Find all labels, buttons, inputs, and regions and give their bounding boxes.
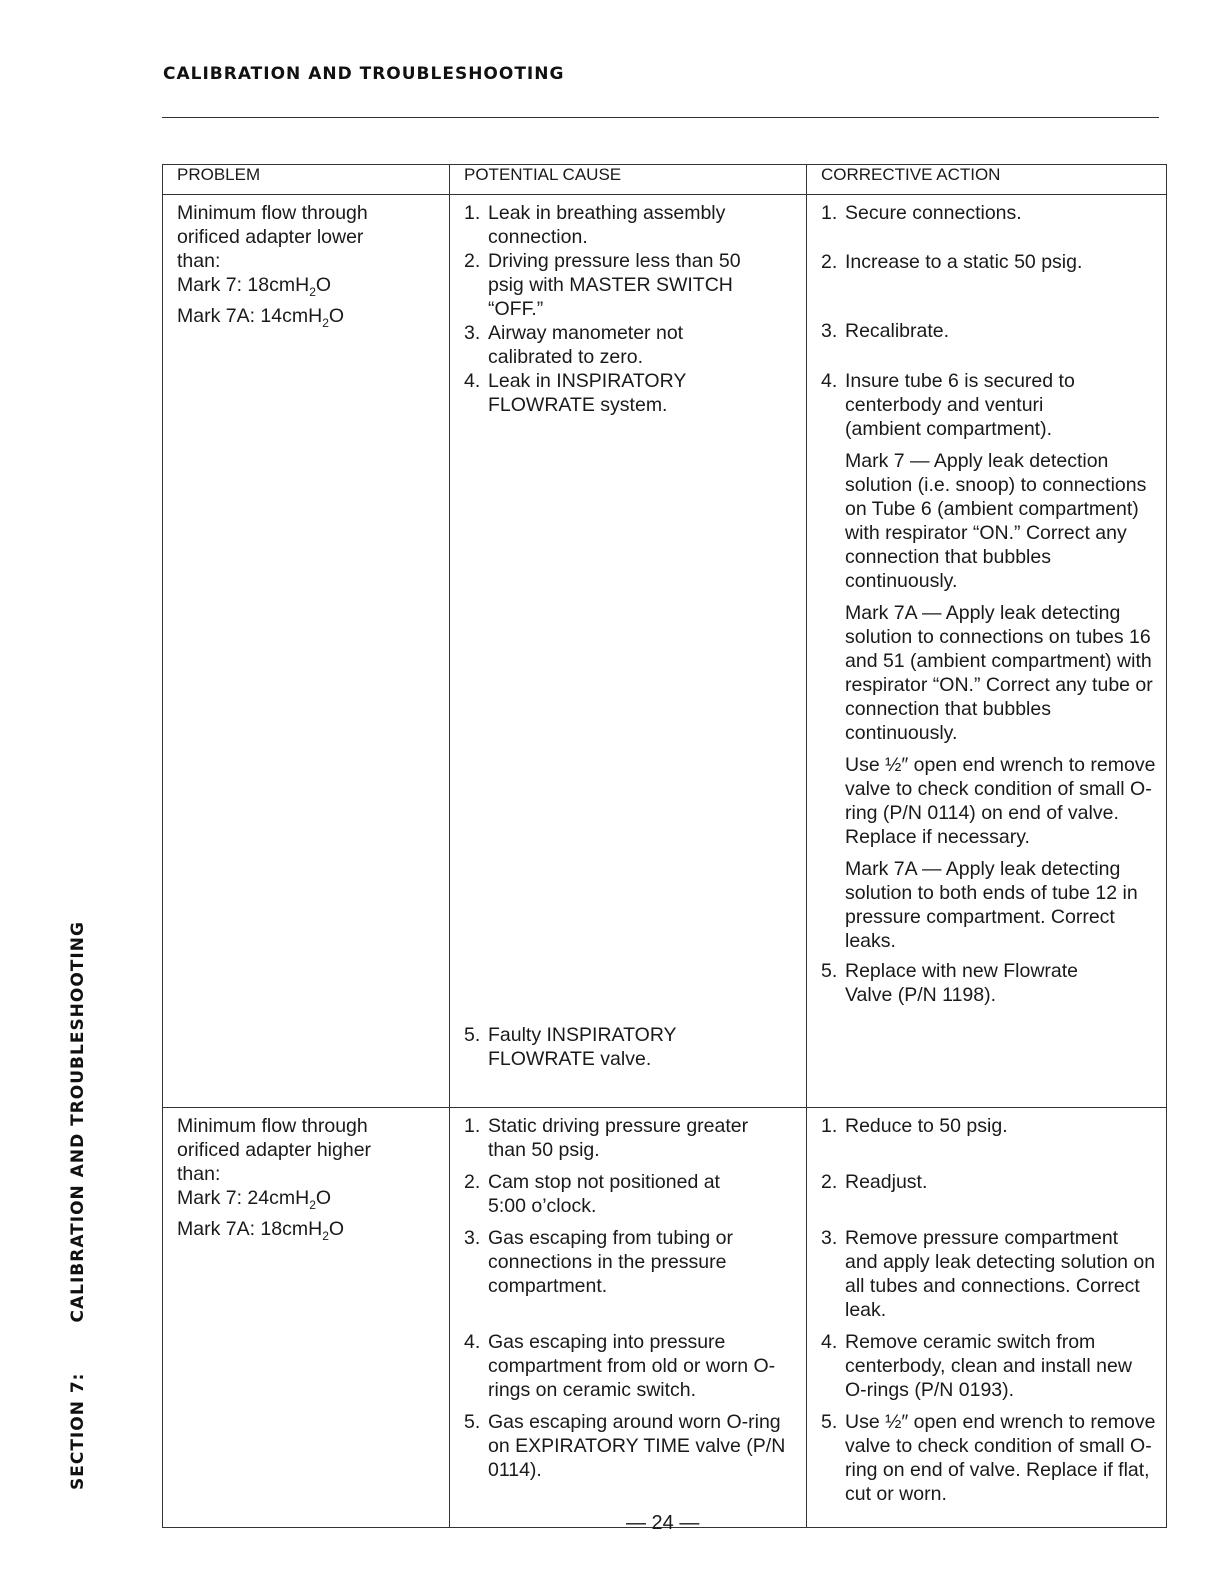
list-item: 4. Remove ceramic switch from centerbody, clean and install new O-rings (P/N 0193). — [821, 1331, 1132, 1401]
page-number: — 24 — — [626, 1512, 700, 1534]
leak-note-mark7a: Mark 7A — Apply leak detecting solution to connections on tubes 16 and 51 (ambient compartment) with respirator “ON.” Correct any tube or connection that bubbles continuously. — [845, 602, 1153, 744]
side-tab-section: SECTION 7: — [68, 1372, 88, 1490]
header-rule — [162, 117, 1159, 118]
cause-cell — [450, 1108, 807, 1528]
list-item: 5. Gas escaping around worn O-ring on EXPIRATORY TIME valve (P/N 0114). — [464, 1411, 786, 1481]
problem-mark7a: Mark 7A: 14cmH$_2$O — [177, 304, 345, 330]
problem-mark7: Mark 7: 24cmH$_2$O — [177, 1187, 332, 1212]
side-tab — [68, 921, 88, 1490]
problem-line: orificed adapter lower — [177, 226, 364, 248]
list-item: 3. Remove pressure compartment and apply leak detecting solution on all tubes and connections. Correct leak. — [821, 1227, 1156, 1321]
troubleshooting-table — [162, 164, 1167, 1528]
problem-cell — [163, 195, 450, 1108]
problem-mark7a: Mark 7A: 18cmH$_2$O — [177, 1217, 345, 1243]
problem-line: orificed adapter higher — [177, 1139, 372, 1161]
list-item: 1. Reduce to 50 psig. — [821, 1115, 1008, 1137]
list-item: 2. Readjust. — [821, 1171, 928, 1193]
action-cell — [807, 1108, 1167, 1528]
table-row — [163, 1108, 1167, 1528]
cause-cell — [450, 195, 807, 1108]
list-item: 4. Gas escaping into pressure compartment from old or worn O-rings on ceramic switch. — [464, 1331, 776, 1401]
header-potential-cause: POTENTIAL CAUSE — [450, 165, 807, 195]
list-item: 2. Cam stop not positioned at 5:00 o’clock. — [464, 1171, 720, 1217]
list-item: 1. Secure connections. — [821, 202, 1022, 224]
list-item: 3. Airway manometer not calibrated to zero. — [464, 322, 684, 368]
leak-note-mark7: Mark 7 — Apply leak detection solution (i.e. snoop) to connections on Tube 6 (ambient compartment) with respirator “ON.” Correct any connection that bubbles continuously. — [845, 450, 1147, 592]
list-item: 3. Gas escaping from tubing or connections in the pressure compartment. — [464, 1227, 733, 1297]
table-header-row — [163, 165, 1167, 195]
list-item: 2. Increase to a static 50 psig. — [821, 251, 1083, 273]
list-item: 1. Static driving pressure greater than 50 psig. — [464, 1115, 749, 1161]
header-corrective-action: CORRECTIVE ACTION — [807, 165, 1167, 195]
leak-note-tube12: Mark 7A — Apply leak detecting solution to both ends of tube 12 in pressure compartment. Correct leaks. — [845, 858, 1138, 952]
problem-line: Minimum flow through — [177, 202, 368, 224]
header-problem: PROBLEM — [163, 165, 450, 195]
list-item: 5. Replace with new Flowrate Valve (P/N 1198). — [821, 960, 1079, 1006]
problem-line: Minimum flow through — [177, 1115, 368, 1137]
wrench-note: Use ½″ open end wrench to remove valve to check condition of small O-ring (P/N 0114) on end of valve. Replace if necessary. — [845, 754, 1156, 848]
list-item: 5. Faulty INSPIRATORY FLOWRATE valve. — [464, 1024, 677, 1070]
list-item: 4. Insure tube 6 is secured to centerbody and venturi (ambient compartment). — [821, 370, 1075, 440]
list-item: 1. Leak in breathing assembly connection. — [464, 202, 726, 248]
list-item: 3. Recalibrate. — [821, 320, 950, 342]
problem-line: than: — [177, 250, 221, 272]
problem-mark7: Mark 7: 18cmH$_2$O — [177, 274, 332, 299]
list-item: 2. Driving pressure less than 50 psig with MASTER SWITCH “OFF.” — [464, 250, 741, 320]
list-item: 4. Leak in INSPIRATORY FLOWRATE system. — [464, 370, 686, 416]
action-cell — [807, 195, 1167, 1108]
problem-cell — [163, 1108, 450, 1528]
list-item: 5. Use ½″ open end wrench to remove valve to check condition of small O-ring on end of valve. Replace if flat, cut or worn. — [821, 1411, 1156, 1505]
side-tab-title: CALIBRATION AND TROUBLESHOOTING — [68, 921, 88, 1323]
page-header: CALIBRATION AND TROUBLESHOOTING — [163, 64, 565, 84]
problem-line: than: — [177, 1163, 221, 1185]
table-row — [163, 195, 1167, 1108]
